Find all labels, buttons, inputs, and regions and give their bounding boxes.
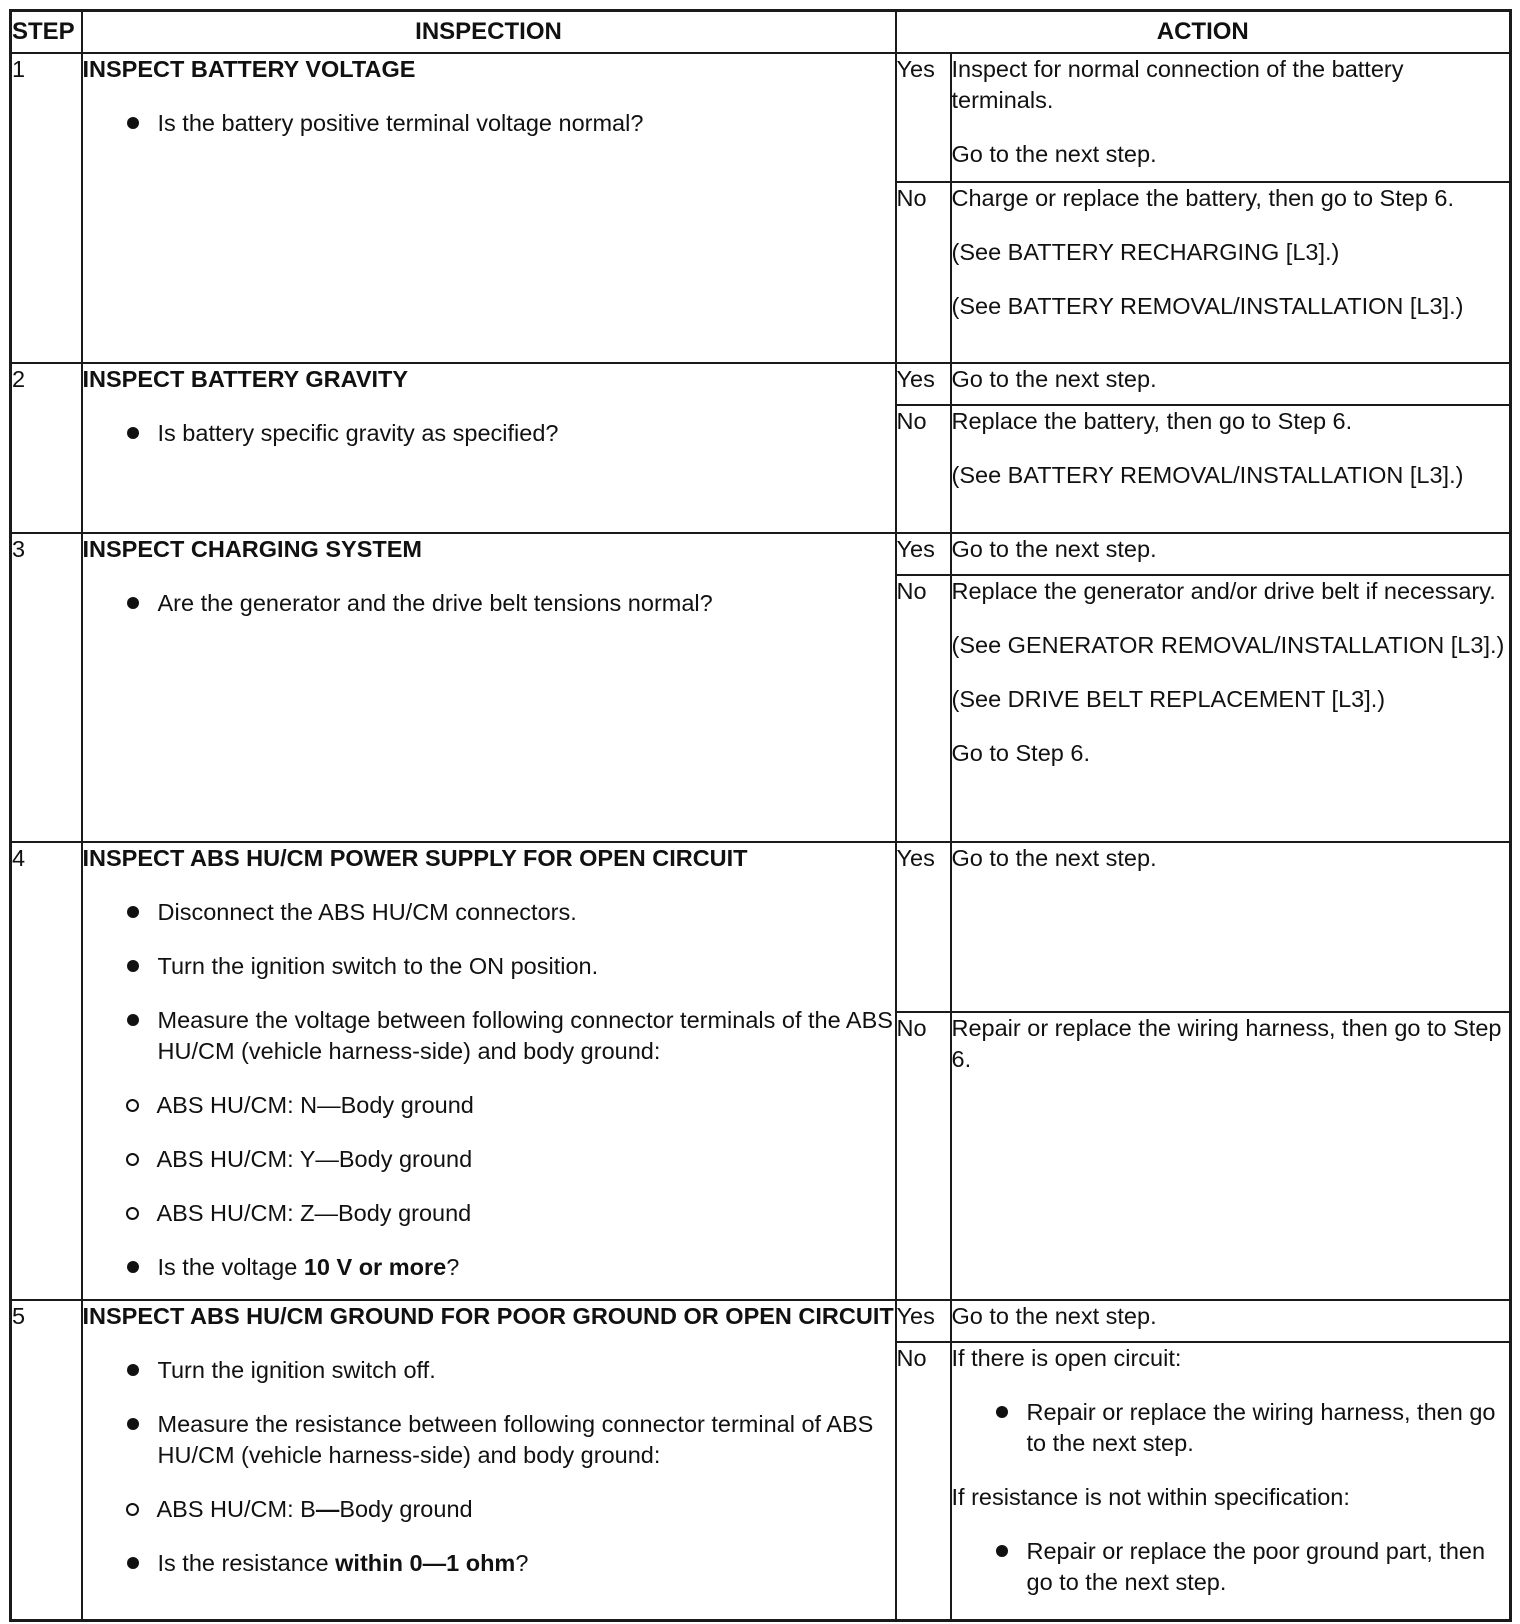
action-text: If there is open circuit:: [951, 1345, 1182, 1371]
inspection-cell: [82, 533, 896, 842]
table-row: [11, 363, 1511, 405]
step-number: 1: [11, 53, 82, 363]
inspection-cell: [82, 1300, 896, 1620]
no-action: [951, 1012, 1511, 1300]
list-item: Is the battery positive terminal voltage normal?: [83, 108, 895, 139]
action-text: (See GENERATOR REMOVAL/INSTALLATION [L3].): [951, 632, 1505, 658]
yes-label: Yes: [896, 842, 951, 1012]
header-row: [11, 11, 1511, 54]
header-action: ACTION: [896, 11, 1511, 54]
yes-action: [951, 842, 1511, 1012]
yes-label: Yes: [896, 1300, 951, 1342]
list-item: Is battery specific gravity as specified?: [83, 418, 895, 449]
sub-item-text: ABS HU/CM: B: [156, 1496, 316, 1522]
action-text: (See BATTERY REMOVAL/INSTALLATION [L3].): [951, 462, 1464, 488]
action-text: (See DRIVE BELT REPLACEMENT [L3].): [951, 686, 1386, 712]
step-number: 4: [11, 842, 82, 1300]
step-title: INSPECT ABS HU/CM POWER SUPPLY FOR OPEN CIRCUIT: [82, 845, 748, 871]
yes-action: [951, 363, 1511, 405]
action-text: Go to the next step.: [951, 536, 1157, 562]
no-label: No: [896, 405, 951, 533]
list-item: Repair or replace the wiring harness, then go to the next step.: [952, 1397, 1510, 1459]
action-text: (See BATTERY RECHARGING [L3].): [951, 239, 1340, 265]
no-label: No: [896, 1342, 951, 1620]
table-row: [11, 842, 1511, 1012]
action-text: If resistance is not within specification:: [951, 1484, 1350, 1510]
sub-list-item: [8, 1494, 895, 1525]
step-number: 2: [11, 363, 82, 533]
action-text: Charge or replace the battery, then go to Step 6.: [951, 185, 1455, 211]
no-label: No: [896, 182, 951, 363]
yes-label: Yes: [896, 363, 951, 405]
action-text: Go to the next step.: [951, 141, 1157, 167]
final-question-text: Is the resistance: [157, 1550, 336, 1576]
list-item: Measure the resistance between following connector terminal of ABS HU/CM (vehicle harness-side) and body ground:: [83, 1409, 895, 1471]
yes-action: [951, 1300, 1511, 1342]
sub-list-item: ABS HU/CM: Y—Body ground: [8, 1144, 895, 1175]
yes-action: [951, 533, 1511, 575]
action-text: Go to the next step.: [951, 845, 1157, 871]
no-label: No: [896, 1012, 951, 1300]
sub-item-dash: —: [315, 1496, 340, 1522]
inspection-cell: [82, 842, 896, 1300]
step-title: INSPECT BATTERY GRAVITY: [82, 366, 409, 392]
final-question-text: Is the voltage: [157, 1254, 304, 1280]
list-item: Turn the ignition switch off.: [83, 1355, 895, 1386]
step-title: INSPECT BATTERY VOLTAGE: [82, 56, 416, 82]
no-action: [951, 182, 1511, 363]
step-number: 5: [11, 1300, 82, 1620]
final-question-value: within 0—1 ohm: [335, 1550, 516, 1576]
sub-item-text: Body ground: [339, 1496, 473, 1522]
action-text: Go to Step 6.: [951, 740, 1090, 766]
no-action: [951, 405, 1511, 533]
list-item: [83, 1252, 895, 1283]
yes-label: Yes: [896, 53, 951, 182]
action-text: Go to the next step.: [951, 366, 1157, 392]
sub-list-item: ABS HU/CM: Z—Body ground: [8, 1198, 895, 1229]
action-text: (See BATTERY REMOVAL/INSTALLATION [L3].): [951, 293, 1464, 319]
action-text: Replace the generator and/or drive belt if necessary.: [951, 578, 1496, 604]
inspection-cell: [82, 363, 896, 533]
list-item: [83, 1005, 895, 1067]
list-item: Are the generator and the drive belt tensions normal?: [83, 588, 895, 619]
inspection-cell: [82, 53, 896, 363]
list-item: Turn the ignition switch to the ON position.: [83, 951, 895, 982]
table-row: [11, 53, 1511, 182]
step-title: INSPECT ABS HU/CM GROUND FOR POOR GROUND OR OPEN CIRCUIT: [82, 1303, 894, 1329]
yes-label: Yes: [896, 533, 951, 575]
final-question-value: 10 V or more: [303, 1254, 447, 1280]
list-item-text: Measure the voltage between following connector terminals of the ABS HU/CM (vehicle harness-side) and body ground:: [157, 1007, 893, 1064]
action-text: Replace the battery, then go to Step 6.: [951, 408, 1353, 434]
action-text: Go to the next step.: [951, 1303, 1157, 1329]
list-item: Disconnect the ABS HU/CM connectors.: [83, 897, 895, 928]
list-item: [83, 1548, 895, 1579]
step-title: INSPECT CHARGING SYSTEM: [82, 536, 422, 562]
sub-list-item: ABS HU/CM: N—Body ground: [8, 1090, 895, 1121]
header-step: STEP: [11, 11, 82, 54]
final-question-mark: ?: [515, 1550, 529, 1576]
action-text: Repair or replace the wiring harness, then go to Step 6.: [951, 1015, 1502, 1072]
yes-action: [951, 53, 1511, 182]
no-action: [951, 1342, 1511, 1620]
list-item: Repair or replace the poor ground part, then go to the next step.: [952, 1536, 1510, 1598]
table-row: [11, 1300, 1511, 1342]
no-label: No: [896, 575, 951, 842]
header-inspection: INSPECTION: [82, 11, 896, 54]
no-action: [951, 575, 1511, 842]
step-number: 3: [11, 533, 82, 842]
final-question-mark: ?: [446, 1254, 460, 1280]
action-text: Inspect for normal connection of the battery terminals.: [951, 56, 1404, 113]
diagnostic-table: [9, 9, 1512, 1622]
table-row: [11, 533, 1511, 575]
